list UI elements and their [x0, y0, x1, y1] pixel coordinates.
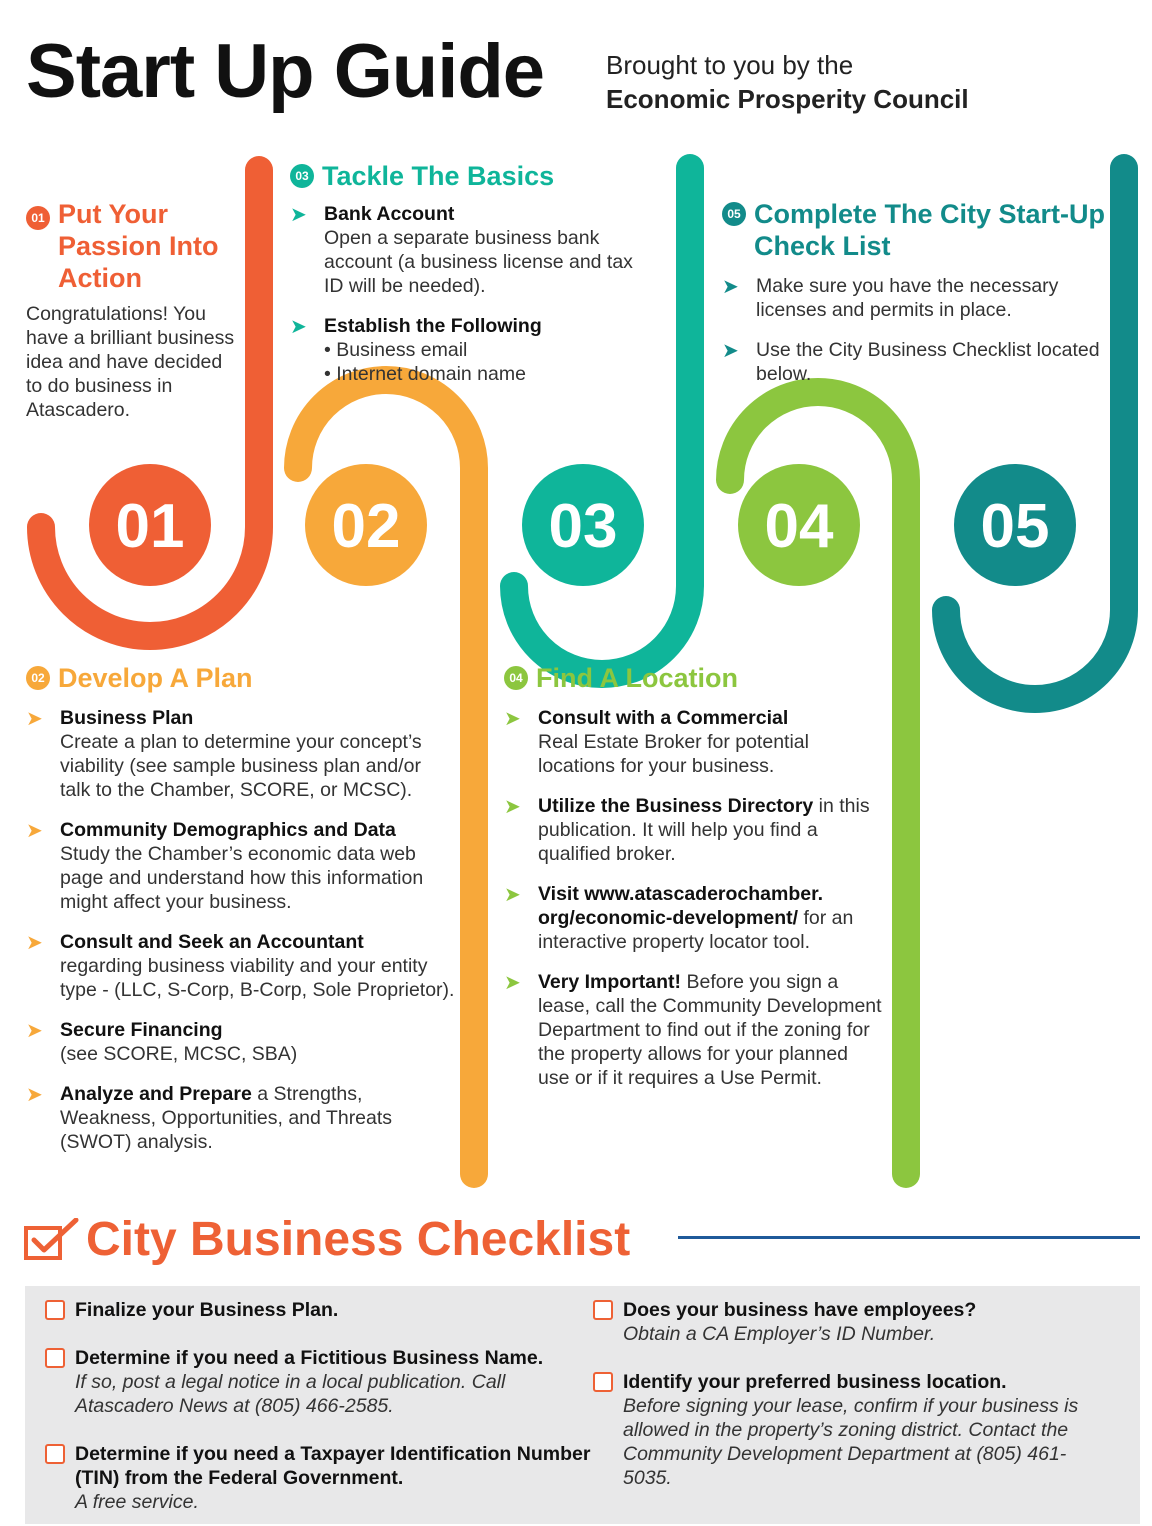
item-text: (see SCORE, MCSC, SBA) [60, 1043, 298, 1065]
page-title: Start Up Guide [26, 29, 545, 114]
item-text: Use the City Business Checklist located below. [756, 339, 1100, 385]
step-3-number: 03 [548, 492, 618, 561]
item-title: Very Important! [538, 971, 682, 993]
step-2-number: 02 [331, 492, 401, 561]
arrow-icon: ➤ [26, 1020, 43, 1042]
checklist-panel [25, 1286, 1140, 1524]
checklist-item[interactable] [45, 1346, 595, 1418]
checklist-item-desc: Obtain a CA Employer’s ID Number. [623, 1323, 936, 1345]
step-5-title: Complete The City Start-Up Check List [754, 199, 1106, 261]
item-text: for an interactive property locator tool. [538, 907, 854, 953]
arrow-icon: ➤ [722, 276, 739, 298]
list-item [26, 706, 456, 802]
checklist-item[interactable] [593, 1298, 1143, 1346]
checkbox-check-icon [24, 1218, 80, 1262]
step-1-section [26, 198, 236, 422]
item-text: Before you sign a lease, call the Community Development Department to find out if the zoning for the property allows for your planned use or if it requires a Use Permit. [538, 971, 882, 1089]
item-title: Consult with a Commercial [538, 707, 789, 729]
step-4-title: Find A Location [536, 663, 738, 693]
list-item [290, 314, 650, 386]
checkbox-icon[interactable] [593, 1300, 613, 1320]
arrow-icon: ➤ [26, 708, 43, 730]
list-item [26, 818, 456, 914]
step-5-badge: 05 [722, 202, 746, 226]
list-item [722, 274, 1112, 322]
checklist-title: City Business Checklist [86, 1213, 631, 1266]
arrow-icon: ➤ [290, 204, 307, 226]
step-4-number: 04 [764, 492, 834, 561]
step-3-section [290, 160, 650, 402]
step-3-heading [290, 160, 650, 192]
list-item [26, 930, 456, 1002]
list-item [504, 794, 884, 866]
step-3-title: Tackle The Basics [322, 161, 555, 191]
step-5-heading [722, 198, 1112, 262]
step-5-number: 05 [980, 492, 1050, 561]
arrow-icon: ➤ [504, 708, 521, 730]
checklist-item-title: Finalize your Business Plan. [75, 1299, 339, 1321]
step-2-badge: 02 [26, 666, 50, 690]
bullet-item: • Internet domain name [324, 363, 526, 385]
item-text: Real Estate Broker for potential locations for your business. [538, 731, 809, 777]
checkbox-icon[interactable] [45, 1444, 65, 1464]
list-item [290, 202, 650, 298]
byline-organization: Economic Prosperity Council [606, 84, 969, 114]
arrow-icon: ➤ [722, 340, 739, 362]
step-4-section [504, 662, 884, 1106]
list-item [504, 970, 884, 1090]
checklist-item[interactable] [45, 1442, 595, 1514]
step-4-badge: 04 [504, 666, 528, 690]
item-title: Analyze and Prepare [60, 1083, 252, 1105]
step-5-section [722, 198, 1112, 402]
list-item [26, 1082, 456, 1154]
checklist-item-desc: Before signing your lease, confirm if your business is allowed in the property’s zoning district. Contact the Community Development Department at (805) 461-5035. [623, 1395, 1079, 1489]
step-2-section [26, 662, 456, 1170]
checklist-item[interactable] [593, 1370, 1113, 1490]
item-title: Establish the Following [324, 315, 542, 337]
step-2-title: Develop A Plan [58, 663, 253, 693]
step-1-heading [26, 198, 236, 294]
bullet-item: • Business email [324, 339, 468, 361]
item-text: Study the Chamber’s economic data web page and understand how this information might affect your business. [60, 843, 424, 913]
checklist-item-desc: If so, post a legal notice in a local publication. Call Atascadero News at (805) 466-2585. [75, 1371, 506, 1417]
checklist-item-title: Does your business have employees? [623, 1299, 977, 1321]
item-title: Bank Account [324, 203, 455, 225]
arrow-icon: ➤ [504, 796, 521, 818]
step-3-badge: 03 [290, 164, 314, 188]
arrow-icon: ➤ [26, 1084, 43, 1106]
list-item [26, 1018, 456, 1066]
checklist-item-title: Determine if you need a Fictitious Business Name. [75, 1347, 544, 1369]
step-1-number: 01 [115, 492, 185, 561]
checklist-item-desc: A free service. [75, 1491, 199, 1513]
item-title: Visit www.atascaderochamber. org/economic-development/ [538, 883, 824, 929]
item-text: Make sure you have the necessary licenses and permits in place. [756, 275, 1059, 321]
list-item [504, 706, 884, 778]
item-text: a Strengths, Weakness, Opportunities, and Threats (SWOT) analysis. [60, 1083, 393, 1153]
arrow-icon: ➤ [26, 932, 43, 954]
divider [678, 1236, 1140, 1239]
list-item [504, 882, 884, 954]
checkbox-icon[interactable] [45, 1348, 65, 1368]
item-title: Community Demographics and Data [60, 819, 396, 841]
step-1-body: Congratulations! You have a brilliant business idea and have decided to do business in Atascadero. [26, 303, 235, 421]
arrow-icon: ➤ [26, 820, 43, 842]
checklist-item-title: Determine if you need a Taxpayer Identification Number (TIN) from the Federal Government. [75, 1443, 591, 1489]
item-text: Create a plan to determine your concept’s viability (see sample business plan and/or talk to the Chamber, SCORE, or MCSC). [60, 731, 422, 801]
arrow-icon: ➤ [504, 884, 521, 906]
step-1-title: Put Your Passion Into Action [58, 199, 219, 293]
item-title: Utilize the Business Directory [538, 795, 814, 817]
step-2-heading [26, 662, 456, 694]
checkbox-icon[interactable] [593, 1372, 613, 1392]
arrow-icon: ➤ [290, 316, 307, 338]
item-title: Consult and Seek an Accountant [60, 931, 364, 953]
list-item [722, 338, 1112, 386]
byline-intro: Brought to you by the [606, 50, 854, 80]
step-1-badge: 01 [26, 206, 50, 230]
item-title: Business Plan [60, 707, 194, 729]
checkbox-icon[interactable] [45, 1300, 65, 1320]
checklist-item-title: Identify your preferred business location. [623, 1371, 1007, 1393]
item-text: in this publication. It will help you find a qualified broker. [538, 795, 870, 865]
item-title: Secure Financing [60, 1019, 223, 1041]
arrow-icon: ➤ [504, 972, 521, 994]
checklist-item[interactable] [45, 1298, 595, 1322]
step-4-heading [504, 662, 884, 694]
item-text: regarding business viability and your entity type - (LLC, S-Corp, B-Corp, Sole Proprietor). [60, 955, 455, 1001]
item-text: Open a separate business bank account (a business license and tax ID will be needed). [324, 227, 633, 297]
